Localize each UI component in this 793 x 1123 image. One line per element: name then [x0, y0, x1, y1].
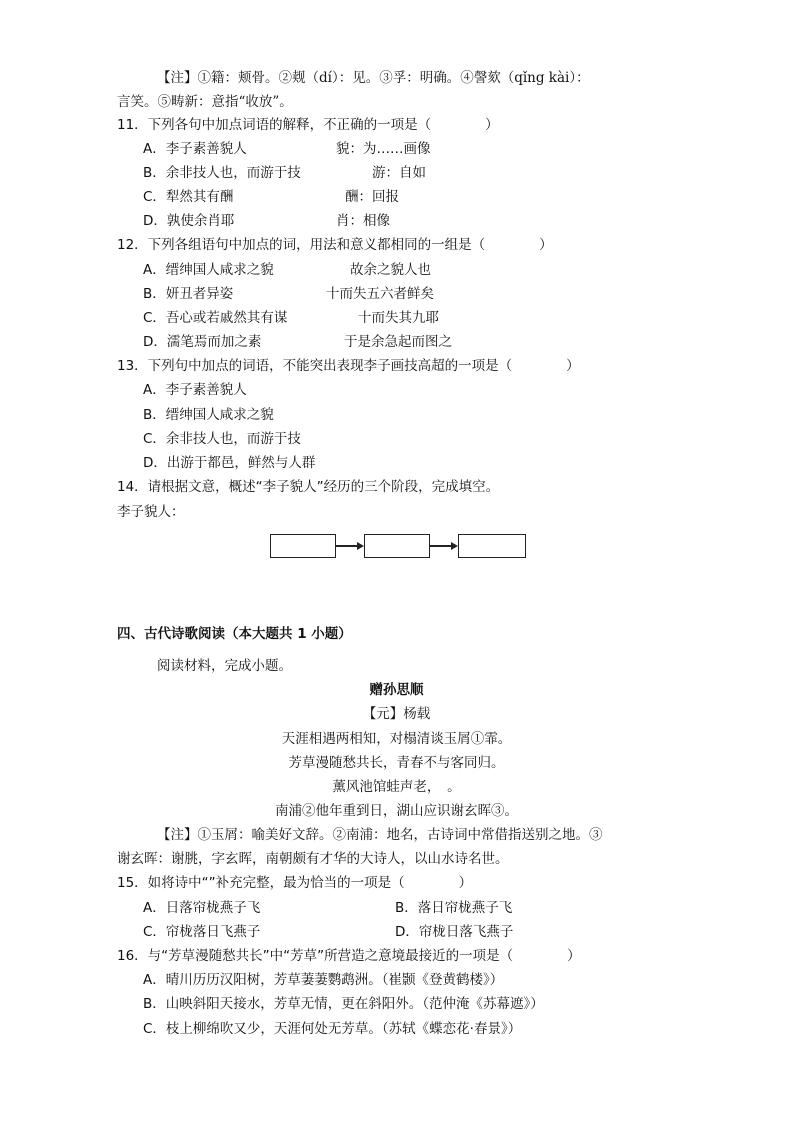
- q15-option-b: B．落日帘栊燕子飞: [395, 900, 513, 916]
- q11-option-b: B．余非技人也，而游于技: [143, 165, 301, 181]
- poem-title: 赠孙思顺: [369, 682, 424, 698]
- q16-option-a: A．晴川历历汉阳树，芳草萋萋鹦鹉洲。（崔颢《登黄鹤楼》）: [143, 972, 504, 988]
- q12-option-b-pair: 十而失五六者鲜矣: [326, 286, 434, 302]
- question-14-stem: 14．请根据文意，概述“李子貌人”经历的三个阶段，完成填空。: [117, 479, 500, 495]
- question-12-stem: 12．下列各组语句中加点的词，用法和意义都相同的一组是（ ）: [117, 237, 553, 253]
- arrow-line: [430, 545, 452, 547]
- q13-option-c: C．余非技人也，而游于技: [143, 431, 301, 447]
- section-title: 四、古代诗歌阅读（本大题共 1 小题）: [117, 626, 352, 642]
- q13-option-d: D．出游于都邑，鲜然与人群: [143, 455, 316, 471]
- q15-option-d: D．帘栊日落飞燕子: [395, 924, 514, 940]
- note-line: 谢玄晖：谢朓，字玄晖，南朝颇有才华的大诗人，以山水诗名世。: [117, 851, 509, 867]
- answer-box-stage-3[interactable]: [458, 534, 526, 558]
- q12-option-b: B．妍丑者异姿: [143, 286, 234, 302]
- q11-option-a-gloss: 貌：为……画像: [336, 141, 431, 157]
- q11-option-c: C．犁然其有酬: [143, 189, 234, 205]
- section-instruction: 阅读材料，完成小题。: [157, 658, 292, 674]
- q13-option-a: A．李子素善貌人: [143, 382, 247, 398]
- question-15-stem: 15．如将诗中“”补充完整，最为恰当的一项是（ ）: [117, 875, 473, 891]
- q16-option-b: B．山映斜阳天接水，芳草无情，更在斜阳外。（范仲淹《苏幕遮》）: [143, 996, 544, 1012]
- arrow-head: [357, 542, 364, 550]
- poem-line: 芳草漫随愁共长，青春不与客同归。: [288, 755, 505, 771]
- q11-option-a: A．李子素善貌人: [143, 141, 247, 157]
- q12-option-c: C．吾心或若戚然其有谋: [143, 310, 288, 326]
- arrow-line: [336, 545, 358, 547]
- q11-option-d-gloss: 肖：相像: [336, 213, 390, 229]
- q12-option-a: A．缙绅国人咸求之貌: [143, 262, 274, 278]
- poem-line: 天涯相遇两相知，对榻清谈玉屑①霏。: [281, 731, 512, 747]
- q12-option-d: D．濡笔焉而加之素: [143, 334, 262, 350]
- q11-option-c-gloss: 酬：回报: [345, 189, 399, 205]
- q16-option-c: C．枝上柳绵吹又少，天涯何处无芳草。（苏轼《蝶恋花·春景》）: [143, 1021, 522, 1037]
- note-line: 言笑。⑤畴新：意指“收放”。: [117, 94, 293, 110]
- arrow-head: [451, 542, 458, 550]
- flow-label: 李子貌人：: [117, 504, 185, 520]
- answer-box-stage-2[interactable]: [364, 534, 430, 558]
- poem-line: 南浦②他年重到日，湖山应识谢玄晖③。: [275, 803, 518, 819]
- q11-option-d: D．孰使余肖耶: [143, 213, 235, 229]
- poem-author: 【元】杨载: [362, 706, 431, 722]
- q15-option-c: C．帘栊落日飞燕子: [143, 924, 261, 940]
- q12-option-a-pair: 故余之貌人也: [350, 262, 431, 278]
- q12-option-c-pair: 十而失其九耶: [358, 310, 439, 326]
- q11-option-b-gloss: 游：自如: [372, 165, 426, 181]
- note-line: 【注】①玉屑：喻美好文辞。②南浦：地名，古诗词中常借指送别之地。③: [157, 827, 603, 843]
- note-line: 【注】①籍：颊骨。②觌（dí）：见。③孚：明确。④謦欬（qǐng kài）：: [157, 70, 590, 86]
- q15-option-a: A．日落帘栊燕子飞: [143, 900, 261, 916]
- question-13-stem: 13．下列句中加点的词语，不能突出表现李子画技高超的一项是（ ）: [117, 358, 580, 374]
- question-11-stem: 11．下列各句中加点词语的解释，不正确的一项是（ ）: [117, 117, 499, 133]
- question-16-stem: 16．与“芳草漫随愁共长”中“芳草”所营造之意境最接近的一项是（ ）: [117, 948, 581, 964]
- answer-box-stage-1[interactable]: [270, 534, 336, 558]
- q13-option-b: B．缙绅国人咸求之貌: [143, 407, 274, 423]
- q12-option-d-pair: 于是余急起而图之: [344, 334, 452, 350]
- poem-line-blank: 薰风池馆蛙声老， 。: [332, 779, 461, 795]
